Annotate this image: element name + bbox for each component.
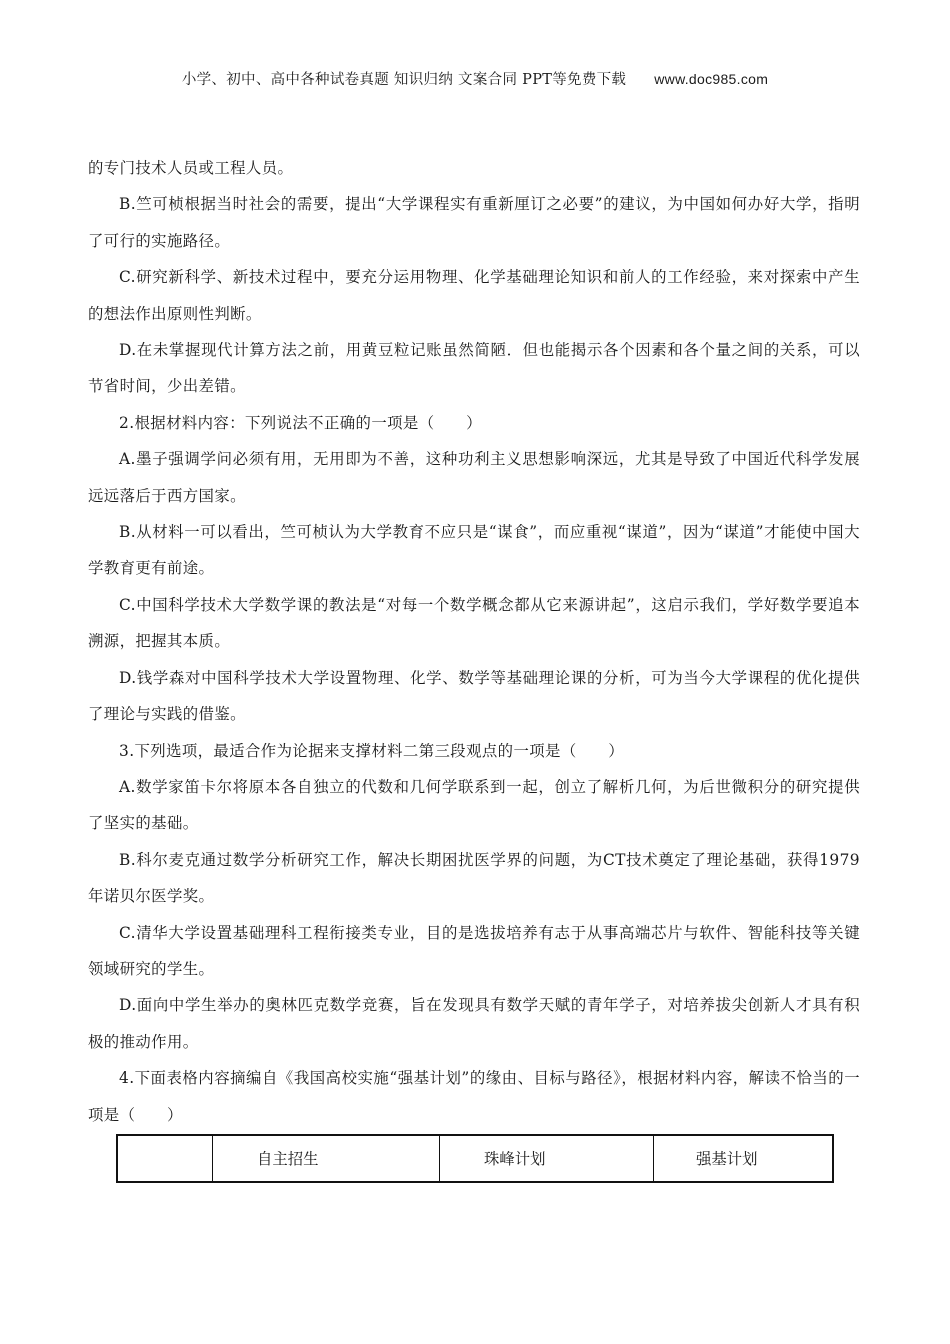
table-header-cell: 强基计划: [654, 1135, 834, 1182]
table-header-cell-empty: [117, 1135, 213, 1182]
paragraph-3: D.在未掌握现代计算方法之前，用黄豆粒记账虽然简陋．但也能揭示各个因素和各个量之间的关系，可以节省时间，少出差错。: [88, 341, 860, 396]
paragraph-14: 4.下面表格内容摘编自《我国高校实施“强基计划”的缘由、目标与路径》，根据材料内容，解读不恰当的一项是（ ）: [88, 1069, 860, 1124]
table-header-cell: 珠峰计划: [440, 1135, 654, 1182]
table-header-cell: 自主招生: [213, 1135, 440, 1182]
comparison-table: [116, 1134, 834, 1183]
paragraph-4: 2.根据材料内容：下列说法不正确的一项是（ ）: [119, 413, 482, 432]
page-header: [0, 68, 950, 89]
paragraph-10: A.数学家笛卡尔将原本各自独立的代数和几何学联系到一起，创立了解析几何，为后世微积分的研究提供了坚实的基础。: [88, 777, 860, 833]
paragraph-5: A.墨子强调学问必须有用，无用即为不善，这种功利主义思想影响深远，尤其是导致了中国近代科学发展远远落后于西方国家。: [88, 450, 860, 505]
table-header-row: [117, 1135, 833, 1182]
paragraph-11: B.科尔麦克通过数学分析研究工作，解决长期困扰医学界的问题，为CT技术奠定了理论基础，获得1979年诺贝尔医学奖。: [88, 850, 860, 906]
header-text: 小学、初中、高中各种试卷真题 知识归纳 文案合同 PPT等免费下载: [181, 72, 627, 88]
header-site-link[interactable]: www.doc985.com: [654, 71, 769, 87]
paragraph-8: D.钱学森对中国科学技术大学设置物理、化学、数学等基础理论课的分析，可为当今大学课程的优化提供了理论与实践的借鉴。: [88, 668, 860, 724]
paragraph-2: C.研究新科学、新技术过程中，要充分运用物理、化学基础理论知识和前人的工作经验，来对探索中产生的想法作出原则性判断。: [88, 268, 860, 323]
paragraph-7: C.中国科学技术大学数学课的教法是“对每一个数学概念都从它来源讲起”，这启示我们，学好数学要追本溯源，把握其本质。: [88, 595, 860, 651]
paragraph-9: 3.下列选项，最适合作为论据来支撑材料二第三段观点的一项是（ ）: [119, 741, 624, 760]
document-body: [88, 150, 860, 1133]
paragraph-1: B.竺可桢根据当时社会的需要，提出“大学课程实有重新厘订之必要”的建议，为中国如何办好大学，指明了可行的实施路径。: [88, 195, 860, 250]
paragraph-6: B.从材料一可以看出，竺可桢认为大学教育不应只是“谋食”，而应重视“谋道”，因为“谋道”才能使中国大学教育更有前途。: [88, 523, 860, 578]
paragraph-0: 的专门技术人员或工程人员。: [88, 159, 294, 177]
paragraph-12: C.清华大学设置基础理科工程衔接类专业，目的是选拔培养有志于从事高端芯片与软件、智能科技等关键领域研究的学生。: [88, 923, 860, 978]
paragraph-13: D.面向中学生举办的奥林匹克数学竞赛，旨在发现具有数学天赋的青年学子，对培养拔尖创新人才具有积极的推动作用。: [88, 996, 860, 1051]
